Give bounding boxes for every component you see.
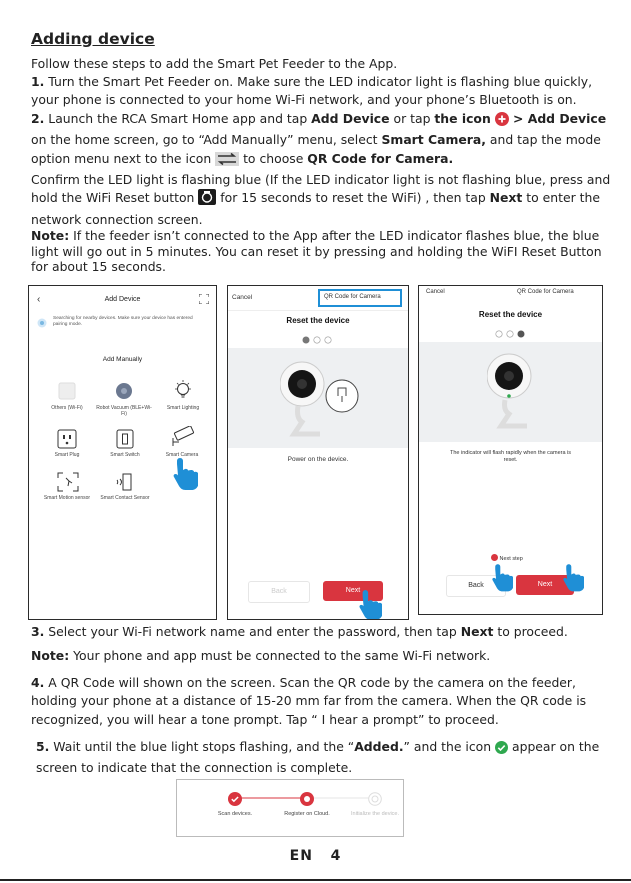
- device-label-smart-switch: Smart Switch: [110, 452, 140, 458]
- success-check-icon: [495, 741, 508, 759]
- step-1-number: 1.: [31, 74, 45, 89]
- step-2-text-e: to choose: [239, 150, 308, 166]
- step-2-number: 2.: [31, 111, 45, 126]
- page-footer: [0, 848, 631, 864]
- back-chevron-icon[interactable]: ‹: [37, 294, 41, 305]
- step-2-text-a: Launch the RCA Smart Home app and tap: [48, 111, 312, 126]
- screen2-step-dots: [302, 336, 334, 346]
- step-2-text-d: and tap the mode option menu next to the icon: [31, 132, 601, 166]
- device-label-smart-lighting: Smart Lighting: [166, 405, 200, 411]
- others-wifi-icon[interactable]: [58, 382, 76, 404]
- step-2-text-b: or tap: [389, 111, 435, 126]
- step-3-next: Next: [460, 624, 494, 639]
- confirm-next: Next: [489, 190, 523, 206]
- page-heading: Adding device: [31, 30, 155, 48]
- footer-rule: [0, 879, 631, 881]
- screen2-mode-selector[interactable]: QR Code for Camera: [324, 294, 381, 300]
- note-1-label: Note:: [31, 228, 70, 243]
- step-1-text: Turn the Smart Pet Feeder on. Make sure the LED indicator light is flashing blue quickly, your phone is connected to your home Wi-Fi network, and your phone’s Bluetooth is on.: [31, 74, 593, 108]
- note-2-text: Your phone and app must be connected to the same Wi-Fi network.: [69, 648, 491, 663]
- screen2-divider: [228, 310, 408, 311]
- intro-text: Follow these steps to add the Smart Pet Feeder to the App.: [31, 56, 398, 71]
- footer-language: EN: [289, 848, 313, 864]
- screen2-title: Reset the device: [286, 316, 350, 325]
- camera-reset-icon: [198, 189, 216, 210]
- check-icon: [491, 554, 498, 561]
- camera-device-icon: [280, 356, 360, 445]
- tap-hand-icon: [562, 562, 584, 596]
- confirm-paragraph: [31, 171, 611, 229]
- step-pending-icon: [368, 791, 382, 810]
- screen2-next-button[interactable]: Next: [323, 581, 383, 601]
- screen3-caption: The indicator will flash rapidly when the camera is reset.: [449, 450, 572, 463]
- smart-switch-icon[interactable]: [115, 429, 135, 453]
- step-4-number: 4.: [31, 675, 45, 690]
- motion-sensor-icon[interactable]: [57, 472, 79, 496]
- screen2-back-button[interactable]: Back: [248, 581, 310, 603]
- note-2-label: Note:: [31, 648, 70, 663]
- note-2: [31, 647, 611, 665]
- step-2-smart-camera: Smart Camera,: [381, 132, 486, 148]
- step-1: [31, 73, 611, 110]
- screen1-title: Add Device: [104, 296, 141, 303]
- confirm-text-b: for 15 seconds to reset the WiFi) , then tap: [220, 190, 490, 206]
- tap-hand-icon: [491, 562, 513, 596]
- progress-step-register: Register on Cloud.: [284, 811, 330, 817]
- step-3: [31, 623, 611, 641]
- screen3-next-button[interactable]: Next: [516, 575, 574, 595]
- device-label-motion-sensor: Smart Motion sensor: [43, 495, 91, 501]
- progress-panel: [176, 779, 404, 837]
- device-label-contact-sensor: Smart Contact Sensor: [100, 495, 150, 501]
- security-camera-icon[interactable]: [169, 426, 195, 452]
- step-active-icon: [300, 791, 314, 810]
- step-3-number: 3.: [31, 624, 45, 639]
- step-2: [31, 110, 611, 171]
- screen3-title: Reset the device: [478, 310, 543, 319]
- step-3-text-a: Select your Wi-Fi network name and enter the password, then tap: [48, 624, 461, 639]
- next-step-checkbox[interactable]: [491, 554, 523, 562]
- confirm-text-c: to enter the network connection screen.: [31, 190, 601, 227]
- screen3-mode-selector[interactable]: QR Code for Camera: [517, 289, 574, 295]
- step-5-number: 5.: [36, 739, 50, 754]
- device-label-others: Others (Wi-Fi): [51, 405, 83, 411]
- step-2-add-device-path: > Add Device: [508, 111, 607, 126]
- progress-step-initialize: Initialize the device.: [351, 811, 399, 817]
- step-2-qr-mode: QR Code for Camera.: [307, 150, 454, 166]
- add-plus-icon: [495, 112, 509, 131]
- bluetooth-search-icon: [37, 318, 47, 330]
- device-label-robot-vacuum: Robot Vacuum (BLE+Wi-Fi): [96, 405, 152, 417]
- next-step-label: Next step: [499, 556, 523, 562]
- step-2-add-device: Add Device: [311, 111, 390, 126]
- screen3-step-dots: [495, 330, 527, 340]
- bulb-icon[interactable]: [173, 380, 193, 406]
- step-3-text-b: to proceed.: [493, 624, 568, 639]
- screen2-cancel[interactable]: Cancel: [232, 294, 253, 301]
- step-5-text-b: ” and the icon: [403, 739, 496, 754]
- step-5-added: Added.: [354, 739, 404, 754]
- screenshot-reset-power: [227, 285, 409, 620]
- add-manually-label: Add Manually: [102, 356, 143, 363]
- step-5: [36, 738, 616, 778]
- searching-text: Searching for nearby devices. Make sure your device has entered pairing mode.: [53, 316, 193, 327]
- footer-page-number: 4: [330, 848, 342, 864]
- robot-vacuum-icon[interactable]: [115, 382, 133, 404]
- tap-hand-icon: [172, 456, 198, 494]
- camera-device-icon: [487, 348, 537, 437]
- step-done-icon: [228, 791, 242, 810]
- step-2-the-icon: the icon: [434, 111, 491, 126]
- screen2-caption: Power on the device.: [287, 456, 349, 463]
- smart-plug-icon[interactable]: [57, 429, 77, 453]
- device-label-smart-plug: Smart Plug: [54, 452, 80, 458]
- step-5-text-a: Wait until the blue light stops flashing, and the “: [53, 739, 355, 754]
- screenshot-add-device: [28, 285, 217, 620]
- note-1: [31, 228, 611, 275]
- contact-sensor-icon[interactable]: [115, 472, 137, 496]
- step-4: [31, 674, 611, 729]
- scan-icon[interactable]: [199, 294, 209, 306]
- tap-hand-icon: [358, 588, 382, 620]
- screen3-cancel[interactable]: Cancel: [426, 289, 445, 295]
- screenshot-reset-confirm: [418, 285, 603, 615]
- step-4-text: A QR Code will shown on the screen. Scan the QR code by the camera on the feeder, holding your phone at a distance of 15-20 mm far from the camera. When the QR code is recognized, you will hear a tone prompt. Tap “ I hear a prompt” to proceed.: [31, 675, 587, 727]
- progress-step-scan: Scan devices.: [217, 811, 253, 817]
- device-label-smart-camera: Smart Camera: [165, 452, 199, 458]
- confirm-text-a: Confirm the LED light is flashing blue (If the LED indicator light is not flashing blue, press and hold the WiFi Reset button: [31, 172, 611, 206]
- screen3-back-button[interactable]: Back: [446, 575, 506, 597]
- note-1-text: If the feeder isn’t connected to the App after the LED indicator flashes blue, the blue light will go out in 5 minutes. You can reset it by pressing and holding the WiFI Reset Button for about 15 seconds.: [31, 228, 602, 274]
- step-5-text-c: appear on the screen to indicate that the connection is complete.: [36, 739, 600, 776]
- step-2-text-c: on the home screen, go to “Add Manually” menu, select: [31, 132, 382, 148]
- switch-mode-icon: [215, 152, 239, 171]
